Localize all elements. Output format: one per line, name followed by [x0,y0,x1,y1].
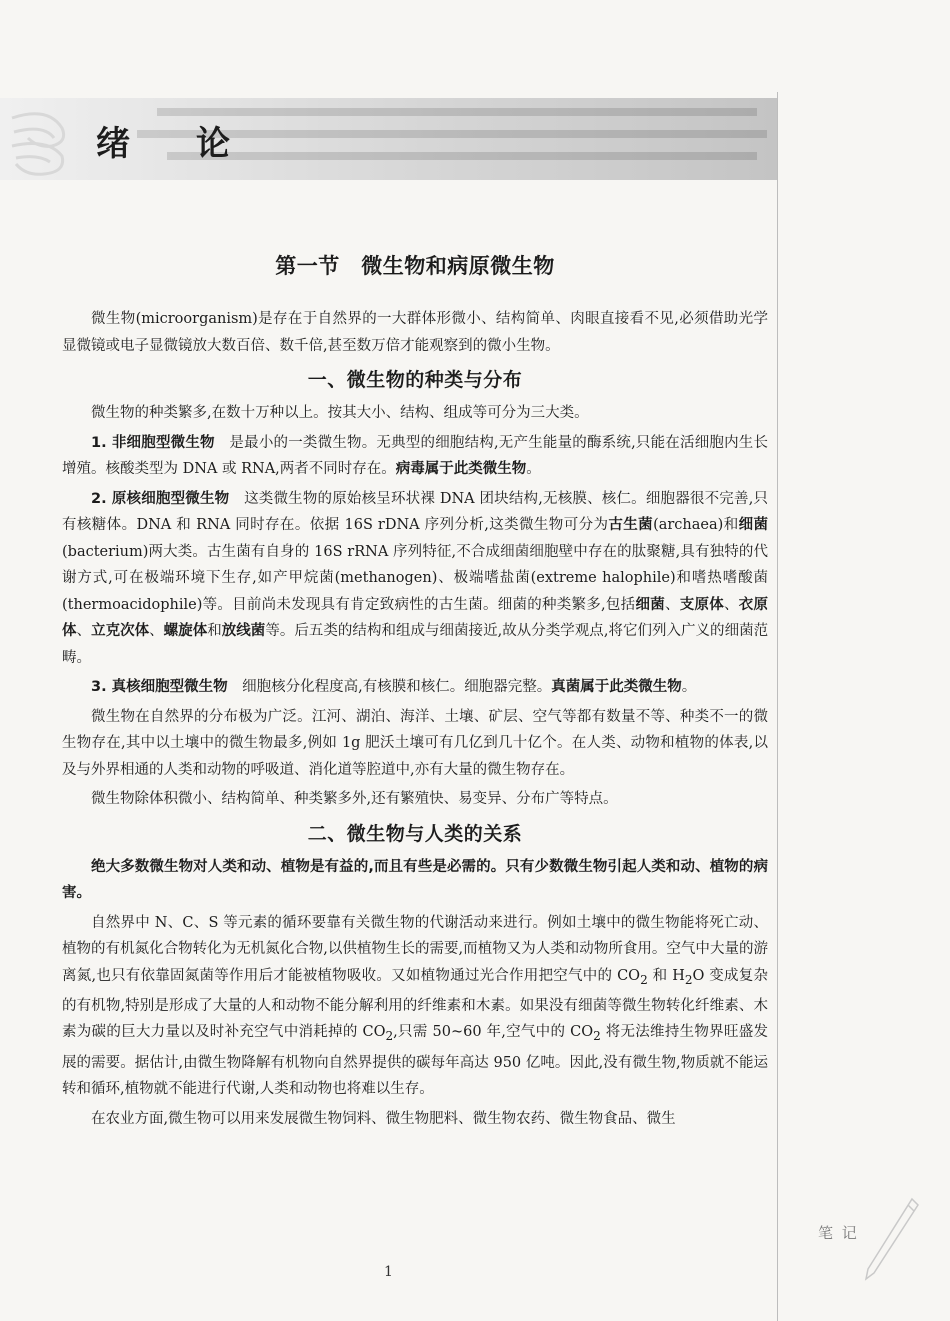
chapter-title-char-1: 绪 [96,124,132,164]
type-3-paragraph [62,674,768,701]
cycle-text-e: 将无法维持生物界旺盛发展的需要。据估计,由微生物降解有机物向自然界提供的碳每年高达 950 亿吨。因此,没有微生物,物质就不能运转和循环,植物就不能进行代谢,人类和动物也将难以生存。 [62,1024,769,1098]
list-and: 和 [207,623,222,639]
chapter-title-char-2: 论 [196,124,232,164]
page-number: 1 [384,1264,393,1280]
subscript-2: 2 [684,972,693,987]
pencil-icon [860,1195,920,1285]
chapter-title [96,116,232,165]
list-sep: 、 [149,623,164,639]
type-2-text-a: 这类微生物的原始核呈环状裸 DNA 团块结构,无核膜、核仁。细胞器很不完善,只有核糖体。DNA 和 RNA 同时存在。依据 16S rDNA 序列分析,这类微生物可分为 [62,490,768,533]
type-1-paragraph [62,430,768,483]
subsection-title-1: 一、微生物的种类与分布 [307,369,523,391]
type-1-text: 是最小的一类微生物。无典型的细胞结构,无产生能量的酶系统,只能在活细胞内生长增殖。核酸类型为 DNA 或 RNA,两者不同时存在。 [62,434,768,477]
term-spirochete: 螺旋体 [163,623,208,639]
type-2-label: 2. 原核细胞型微生物 [91,490,230,507]
subsection-title-2: 二、微生物与人类的关系 [307,822,523,845]
subscript-2: 2 [640,972,648,987]
type-1-label: 1. 非细胞型微生物 [91,434,215,451]
cycle-text-c: O 变成复杂的有机物,特别是形成了大量的人和动物不能分解利用的纤维素和木素。如果没有细菌等微生物转化纤维素、木素为碳的巨大力量以及时补充空气中消耗掉的 CO [62,967,768,1041]
types-intro-paragraph: 微生物的种类繁多,在数十万种以上。按其大小、结构、组成等可分为三大类。 [91,405,589,421]
type-1-end: 。 [526,461,541,477]
intro-body: (microorganism)是存在于自然界的一大群体形微小、结构简单、肉眼直接看不见,必须借助光学显微镜或电子显微镜放大数百倍、数千倍,甚至数万倍才能观察到的微小生物。 [62,311,768,354]
subscript-2: 2 [385,1029,394,1044]
type-2-text-b: (archaea)和 [653,517,739,533]
relation-summary-paragraph: 绝大多数微生物对人类和动、植物是有益的,而且有些是必需的。只有少数微生物引起人类和动、植物的病害。 [62,858,768,901]
term-rickettsia: 立克次体 [91,623,150,639]
cycle-text-a: 自然界中 N、C、S 等元素的循环要靠有关微生物的代谢活动来进行。例如土壤中的微生物能将死亡动、植物的有机氮化合物转化为无机氮化合物,以供植物生长的需要,而植物又为人类和动物所食用。空气中大量的游离氮,也只有依靠固氮菌等作用后才能被植物吸收。又如植物通过光合作用把空气中的 CO [62,914,768,984]
intro-term: 微生物 [91,311,136,327]
subscript-2: 2 [593,1029,601,1044]
term-archaea: 古生菌 [608,517,654,533]
type-2-paragraph [62,486,768,672]
features-paragraph: 微生物除体积微小、结构简单、种类繁多外,还有繁殖快、易变异、分布广等特点。 [91,791,618,807]
section-title: 第一节 微生物和病原微生物 [275,254,555,278]
list-sep: 、 [76,623,92,639]
type-1-bold: 病毒属于此类微生物 [395,461,527,477]
type-3-bold: 真菌属于此类微生物 [551,679,682,695]
type-2-text-d: 等。后五类的结构和组成与细菌接近,故从分类学观点,将它们列入广义的细菌范畴。 [62,623,769,666]
bleed-through-texture [137,98,777,180]
chapter-logo-icon [8,98,68,182]
term-actinomyces: 放线菌 [221,623,266,639]
page-margin-line [777,92,778,1321]
intro-paragraph [62,306,768,359]
type-2-text-c: (bacterium)两大类。古生菌有自身的 16S rRNA 序列特征,不合成细菌细胞壁中存在的肽聚糖,具有独特的代谢方式,可在极端环境下生存,如产甲烷菌(methanogen)、极端嗜盐菌(extreme halophile)和嗜热嗜酸菌(thermoacidophile)等。目前尚未发现具有肯定致病性的古生菌。细菌的种类繁多,包括 [62,543,768,613]
page-body [62,250,768,1135]
notes-label: 笔 记 [818,1224,859,1242]
type-3-label: 3. 真核细胞型微生物 [91,679,228,695]
type-3-text: 细胞核分化程度高,有核膜和核仁。细胞器完整。 [227,679,552,695]
list-sep: 、 [724,596,739,613]
distribution-paragraph: 微生物在自然界的分布极为广泛。江河、湖泊、海洋、土壤、矿层、空气等都有数量不等、种类不一的微生物存在,其中以土壤中的微生物最多,例如 1g 肥沃土壤可有几亿到几十亿个。在人类、动物和植物的体表,以及与外界相通的人类和动物的呼吸道、消化道等腔道中,亦有大量的微生物存在。 [62,708,768,778]
cycle-text-d: ,只需 50~60 年,空气中的 CO [393,1024,594,1041]
type-3-end: 。 [681,679,697,695]
term-chlamydia: 衣原体 [62,596,769,639]
agriculture-paragraph: 在农业方面,微生物可以用来发展微生物饲料、微生物肥料、微生物农药、微生物食品、微生 [91,1110,676,1127]
cycle-text-b: 和 H [647,967,685,984]
bleed-through-lines [137,98,777,180]
element-cycle-paragraph [62,910,768,1103]
term-bacterium: 细菌 [738,517,768,533]
term-bacteria: 细菌 [635,596,665,613]
term-mycoplasma: 支原体 [679,596,724,613]
list-sep: 、 [664,596,680,613]
